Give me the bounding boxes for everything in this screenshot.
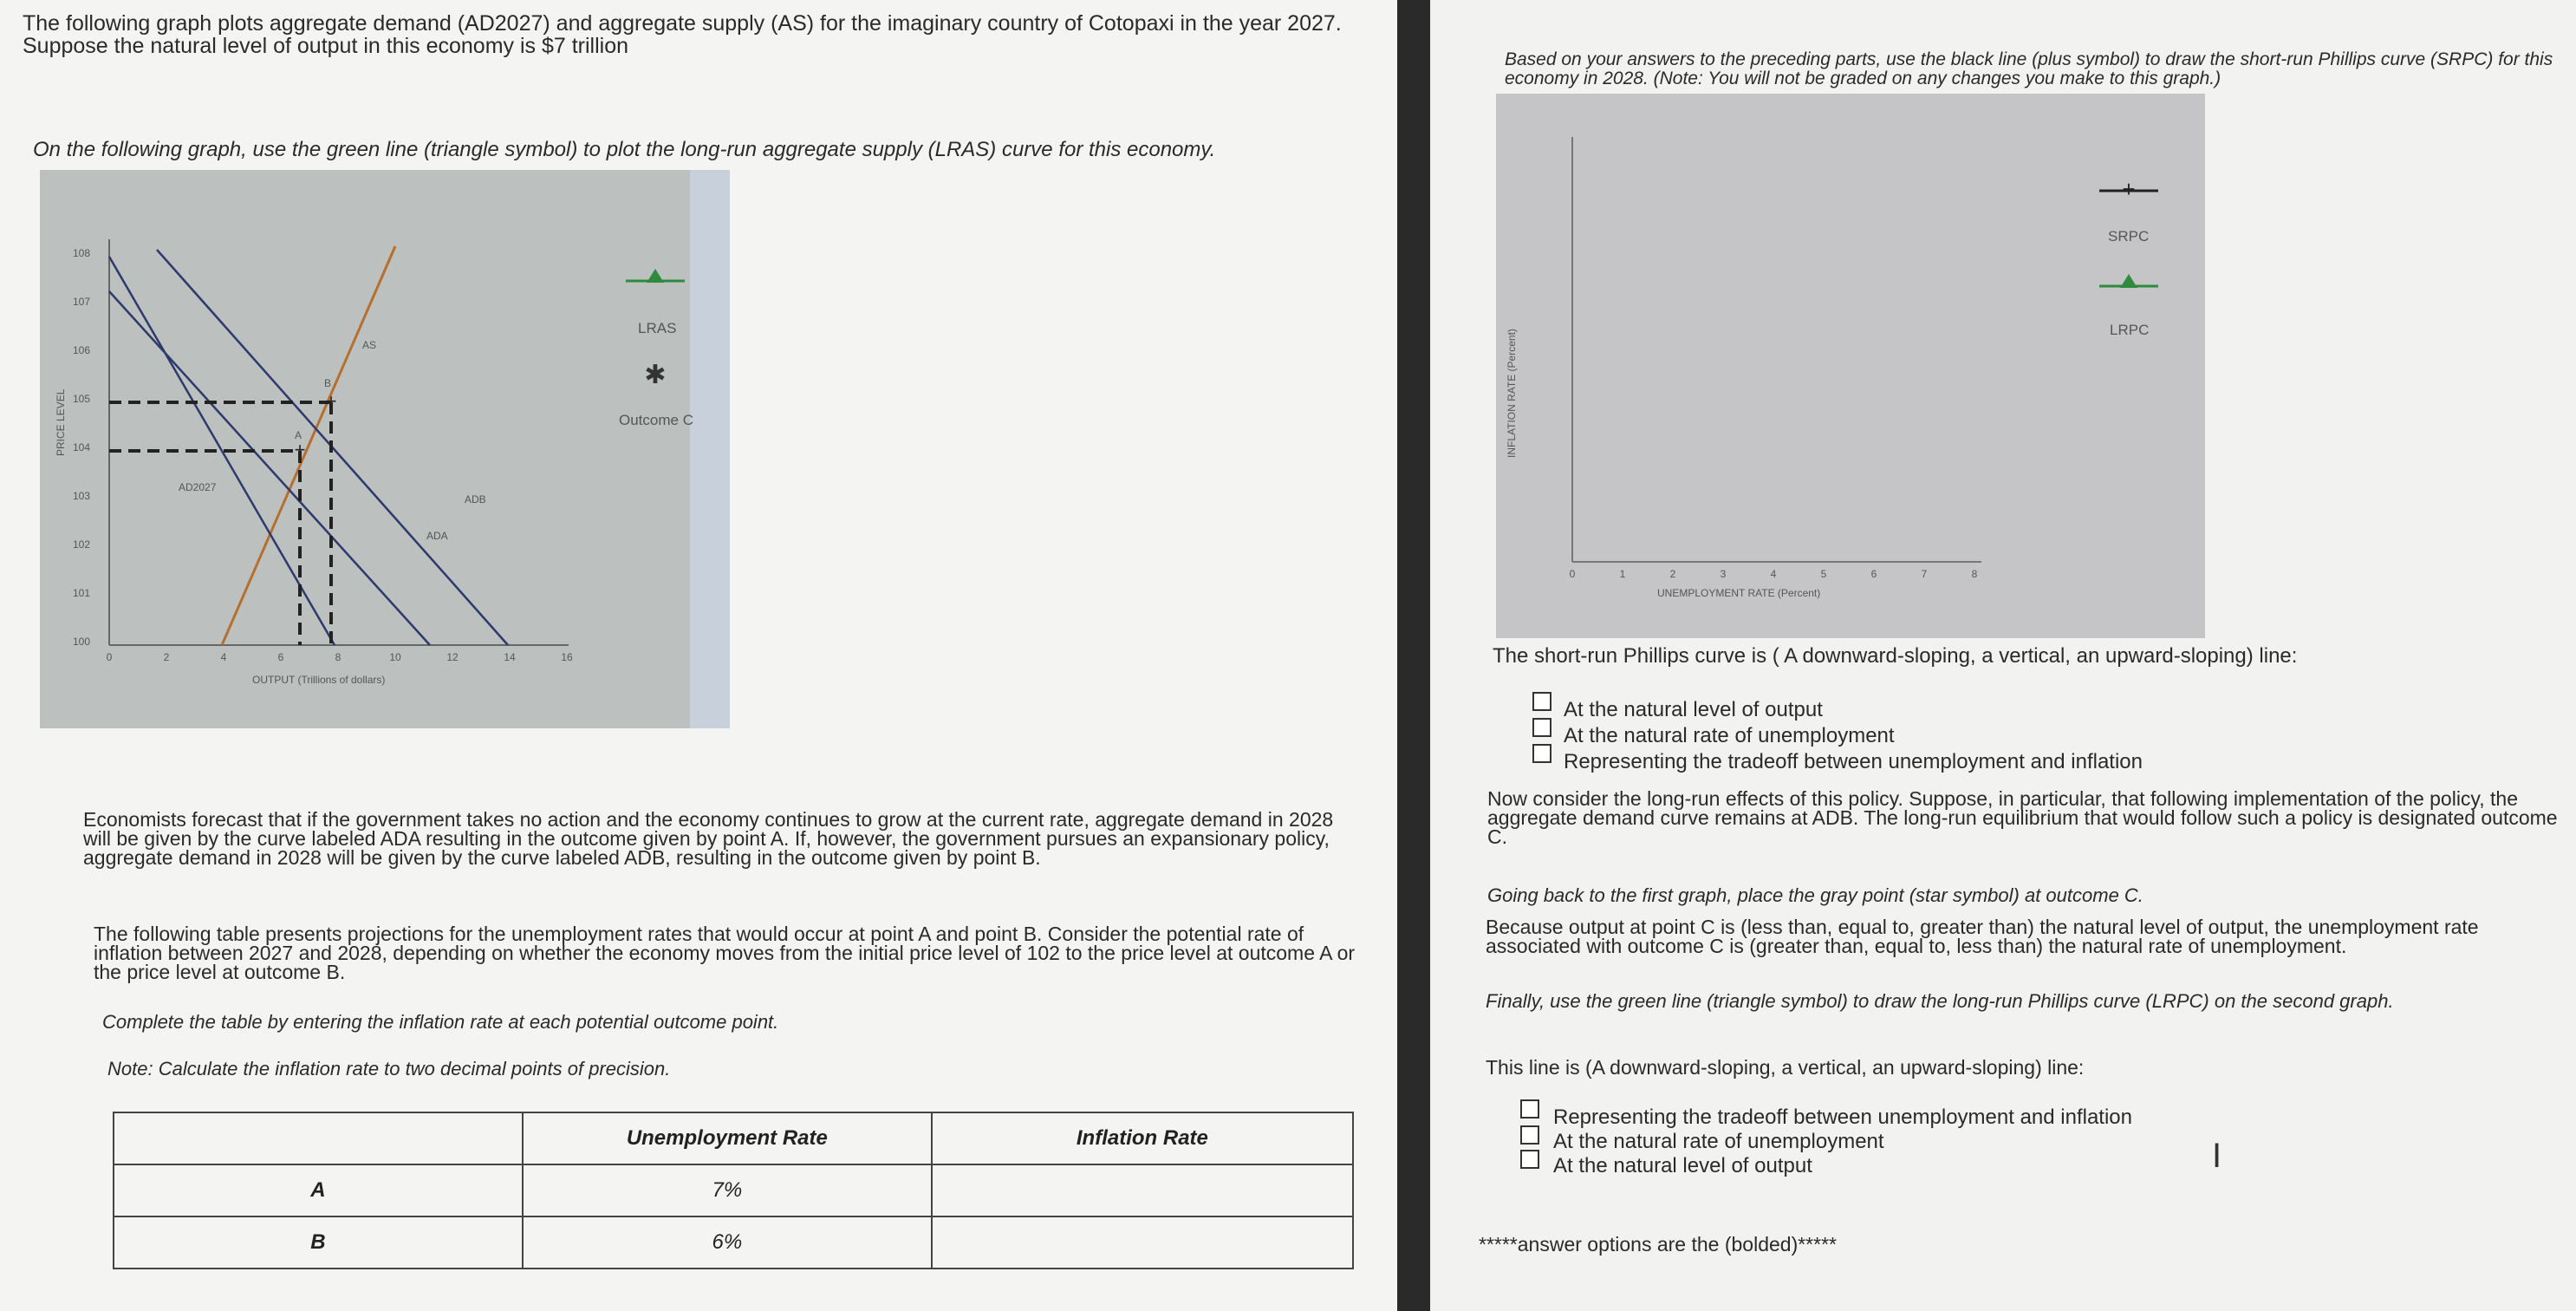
paragraph-place-point-c: Going back to the first graph, place the gray point (star symbol) at outcome C. <box>1487 884 2143 906</box>
phillips-x-tick-label: 1 <box>1619 568 1626 580</box>
q2-option-1-checkbox[interactable] <box>1520 1099 1539 1119</box>
as-label: AS <box>362 339 377 351</box>
paragraph-complete-table: Complete the table by entering the inflation rate at each potential outcome point. <box>102 1011 779 1033</box>
q2-option-3-label: At the natural level of output <box>1553 1154 1812 1177</box>
y-tick-label: 103 <box>72 490 90 502</box>
projection-table <box>113 1112 1354 1269</box>
x-tick-label: 6 <box>277 651 284 663</box>
q2-option-3-checkbox[interactable] <box>1520 1150 1539 1169</box>
row-b-inflation-input[interactable] <box>932 1216 1353 1269</box>
q2-option-2-checkbox[interactable] <box>1520 1125 1539 1145</box>
x-tick-label: 0 <box>106 651 113 663</box>
calculation-note: Note: Calculate the inflation rate to two decimal points of precision. <box>107 1058 671 1079</box>
x-tick-label: 10 <box>389 651 401 663</box>
row-a-unemployment: 7% <box>523 1164 932 1216</box>
point-a-label: A <box>295 429 302 441</box>
row-b-label: B <box>114 1216 523 1269</box>
question-srpc: The short-run Phillips curve is ( A downward-sloping, a vertical, an upward-sloping) line: <box>1493 644 2298 668</box>
phillips-intro: Based on your answers to the preceding parts, use the black line (plus symbol) to draw the short-run Phillips curve (SRPC) for this economy in 2028. (Note: You will not be graded on any changes you make to this graph.) <box>1505 49 2553 88</box>
table-row <box>114 1164 1353 1216</box>
question-lrpc: This line is (A downward-sloping, a vertical, an upward-sloping) line: <box>1486 1056 2085 1079</box>
q1-option-3-checkbox[interactable] <box>1532 744 1551 763</box>
y-tick-label: 108 <box>72 247 90 259</box>
q2-option-2-label: At the natural rate of unemployment <box>1553 1130 1884 1153</box>
x-tick-label: 14 <box>504 651 516 663</box>
q1-option-2-label: At the natural rate of unemployment <box>1564 724 1895 747</box>
x-tick-label: 4 <box>220 651 227 663</box>
adb-label: ADB <box>465 493 486 505</box>
phillips-x-tick-label: 7 <box>1921 568 1928 580</box>
intro-text: The following graph plots aggregate demand (AD2027) and aggregate supply (AS) for the imaginary country of Cotopaxi in the year 2027. Suppose the natural level of output in this economy is $7 trillion <box>23 11 1342 58</box>
y-tick-label: 107 <box>72 296 90 308</box>
ad-as-graph[interactable] <box>40 170 730 728</box>
y-tick-label: 104 <box>72 441 90 453</box>
point-b-marker[interactable]: + <box>325 389 337 412</box>
table-header-inflation: Inflation Rate <box>932 1112 1353 1164</box>
ad-as-graph-svg[interactable] <box>40 170 730 728</box>
phillips-x-tick-label: 3 <box>1720 568 1727 580</box>
outcome-star-icon[interactable]: ✱ <box>644 361 667 389</box>
point-b-label: B <box>324 377 332 389</box>
footer-note: *****answer options are the (bolded)***** <box>1479 1233 1837 1256</box>
table-header-empty <box>114 1112 523 1164</box>
phillips-x-axis-label: UNEMPLOYMENT RATE (Percent) <box>1657 587 1821 599</box>
q1-option-3-label: Representing the tradeoff between unemployment and inflation <box>1564 750 2143 773</box>
phillips-x-tick-label: 0 <box>1569 568 1576 580</box>
x-tick-label: 2 <box>163 651 170 663</box>
phillips-x-tick-label: 2 <box>1669 568 1676 580</box>
graph-instruction: On the following graph, use the green line (triangle symbol) to plot the long-run aggregate supply (LRAS) curve for this economy. <box>33 138 1216 161</box>
paragraph-point-c: Because output at point C is (less than, equal to, greater than) the natural level of output, the unemployment rate associated with outcome C is (greater than, equal to, less than) the natural rate of unemployment. <box>1486 916 2479 957</box>
y-tick-label: 100 <box>72 636 90 648</box>
srpc-legend-label: SRPC <box>2108 228 2150 245</box>
phillips-x-tick-label: 8 <box>1971 568 1978 580</box>
phillips-x-tick-label: 6 <box>1870 568 1877 580</box>
row-a-label: A <box>114 1164 523 1216</box>
paragraph-long-run: Now consider the long-run effects of this policy. Suppose, in particular, that following implementation of the policy, the aggregate demand curve remains at ADB. The long-run equilibrium that would follow such a policy is designated outcome C. <box>1487 787 2558 848</box>
x-tick-label: 8 <box>335 651 342 663</box>
row-b-unemployment: 6% <box>523 1216 932 1269</box>
x-axis-label: OUTPUT (Trillions of dollars) <box>252 674 386 686</box>
paragraph-draw-lrpc: Finally, use the green line (triangle symbol) to draw the long-run Phillips curve (LRPC) on the second graph. <box>1486 990 2394 1012</box>
y-tick-label: 101 <box>72 587 90 599</box>
paragraph-table-intro: The following table presents projections for the unemployment rates that would occur at point A and point B. Consider the potential rate of inflation between 2027 and 2028, depending on whether the economy moves from the initial price level of 102 to the price level at outcome A or the price level at outcome B. <box>94 923 1356 983</box>
lrpc-legend-label: LRPC <box>2110 322 2150 338</box>
q2-option-1-label: Representing the tradeoff between unemployment and inflation <box>1553 1106 2133 1129</box>
table-header-unemployment: Unemployment Rate <box>523 1112 932 1164</box>
y-tick-label: 105 <box>72 393 90 405</box>
point-a-marker[interactable]: + <box>294 438 306 460</box>
table-row <box>114 1216 1353 1269</box>
y-axis-label: PRICE LEVEL <box>55 388 67 456</box>
text-cursor-icon: I <box>2212 1137 2222 1175</box>
paragraph-forecast: Economists forecast that if the government takes no action and the economy continues to grow at the current rate, aggregate demand in 2028 will be given by the curve labeled ADA resulting in the outcome given by point A. If, however, the government pursues an expansionary policy, aggregate demand in 2028 will be given by the curve labeled ADB, resulting in the outcome given by point B. <box>83 808 1334 869</box>
phillips-graph-svg[interactable] <box>1496 94 2205 638</box>
y-tick-label: 102 <box>72 538 90 551</box>
srpc-plus-icon[interactable]: + <box>2122 175 2136 202</box>
outcome-c-legend-label: Outcome C <box>619 412 693 428</box>
right-page <box>1430 0 2576 1311</box>
phillips-graph[interactable] <box>1496 94 2205 638</box>
phillips-y-axis-label: INFLATION RATE (Percent) <box>1506 329 1518 458</box>
q1-option-1-label: At the natural level of output <box>1564 698 1823 721</box>
table-header-row <box>114 1112 1353 1164</box>
row-a-inflation-input[interactable] <box>932 1164 1353 1216</box>
phillips-x-tick-label: 4 <box>1770 568 1777 580</box>
q1-option-1-checkbox[interactable] <box>1532 692 1551 711</box>
phillips-x-tick-label: 5 <box>1820 568 1827 580</box>
x-tick-label: 12 <box>446 651 459 663</box>
x-tick-label: 16 <box>561 651 573 663</box>
lras-legend-label: LRAS <box>638 320 677 336</box>
q1-option-2-checkbox[interactable] <box>1532 718 1551 737</box>
y-tick-label: 106 <box>72 344 90 356</box>
ada-label: ADA <box>426 530 448 542</box>
ad2027-label: AD2027 <box>179 481 217 493</box>
